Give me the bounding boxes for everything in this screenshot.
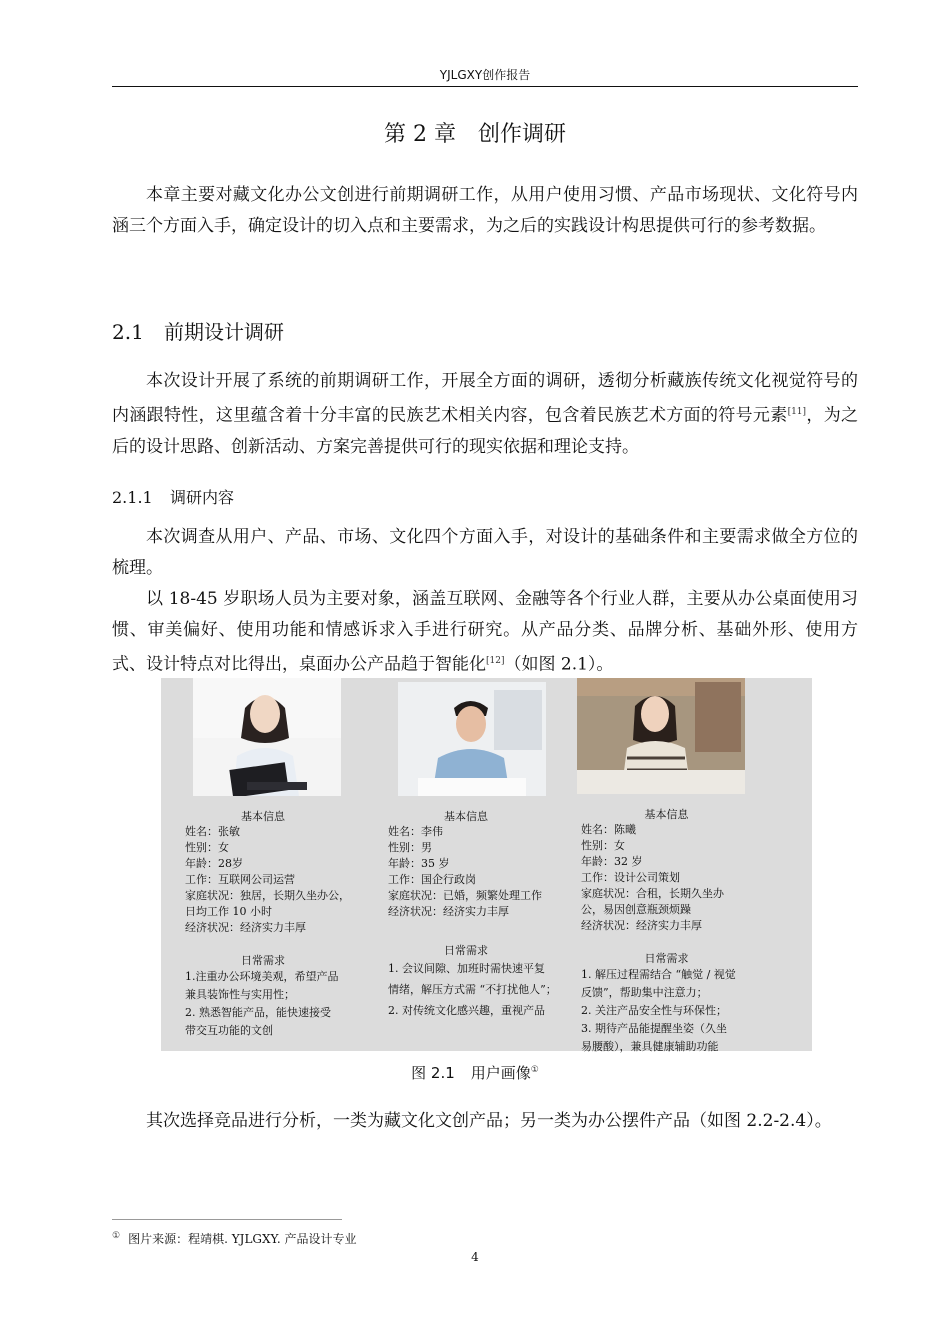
- need-line: 1. 会议间隙、加班时需快速平复: [388, 962, 545, 975]
- info-line: 年龄：32 岁: [581, 855, 643, 868]
- paragraph-1: 本次调查从用户、产品、市场、文化四个方面入手，对设计的基础条件和主要需求做全方位的梳理。: [112, 527, 858, 578]
- chapter-title: 第 2 章 创作调研: [384, 122, 566, 147]
- need-line: 2. 对传统文化感兴趣，重视产品: [388, 1004, 545, 1017]
- daily-needs-heading: 日常需求: [241, 954, 285, 967]
- info-line: 性别：男: [388, 841, 432, 854]
- info-line: 年龄：35 岁: [388, 857, 450, 870]
- section-para-text-end: ，为之后的设计思路、创新活动、方案完善提供可行的现实依据和理论支持。: [112, 405, 859, 457]
- section-heading: [112, 316, 284, 345]
- intro-paragraph: 本章主要对藏文化办公文创进行前期调研工作，从用户使用习惯、产品市场现状、文化符号内涵三个方面入手，确定设计的切入点和主要需求，为之后的实践设计构思提供可行的参考数据。: [112, 185, 858, 236]
- info-line: 公，易因创意瓶颈烦躁: [581, 903, 691, 916]
- caption-number: 图 2.1: [411, 1064, 455, 1082]
- caption-title: 用户画像: [470, 1064, 531, 1082]
- subsection-title: 调研内容: [170, 488, 235, 507]
- need-line: 带交互功能的文创: [185, 1024, 273, 1037]
- info-line: 工作：互联网公司运营: [185, 873, 295, 886]
- subsection-number: 2.1.1: [112, 488, 153, 507]
- header-rule: [112, 86, 858, 87]
- need-line: 2. 熟悉智能产品，能快速接受: [185, 1006, 331, 1019]
- footnote-text: 图片来源：程靖棋. YJLGXY. 产品设计专业: [128, 1232, 357, 1246]
- info-line: 工作：国企行政岗: [388, 873, 476, 886]
- persona-card: [559, 678, 774, 1056]
- section-paragraph: [112, 366, 858, 463]
- info-line: 经济状况：经济实力丰厚: [581, 919, 702, 932]
- info-line: 工作：设计公司策划: [581, 871, 680, 884]
- info-line: 性别：女: [581, 839, 625, 852]
- citation-ref: [11]: [787, 407, 807, 417]
- figure-caption: [0, 1062, 950, 1083]
- info-line: 姓名：陈曦: [581, 823, 636, 836]
- need-line: 兼具装饰性与实用性；: [185, 988, 295, 1001]
- need-line: 2. 关注产品安全性与环保性；: [581, 1004, 727, 1017]
- need-line: 反馈”，帮助集中注意力；: [581, 986, 708, 999]
- daily-needs-heading: 日常需求: [644, 952, 689, 965]
- persona-photo: [193, 678, 341, 796]
- section-number: 2.1: [112, 320, 144, 344]
- info-line: 日均工作 10 小时: [185, 905, 272, 918]
- basic-info-heading: 基本信息: [444, 810, 488, 823]
- need-line: 1. 解压过程需结合 “触觉 / 视觉: [581, 968, 736, 981]
- info-line: 家庭状况：独居，长期久坐办公，: [185, 889, 350, 902]
- section-title: 前期设计调研: [164, 320, 284, 344]
- user-persona-figure: [161, 678, 812, 1051]
- daily-needs-heading: 日常需求: [444, 944, 488, 957]
- footnote-mark: ①: [112, 1231, 121, 1241]
- info-line: 家庭状况：已婚，频繁处理工作: [388, 889, 542, 902]
- need-line: 3. 期待产品能提醒坐姿（久坐: [581, 1022, 727, 1035]
- basic-info-heading: 基本信息: [241, 810, 285, 823]
- info-line: 性别：女: [185, 841, 229, 854]
- info-line: 姓名：李伟: [388, 825, 443, 838]
- info-line: 姓名：张敏: [185, 825, 240, 838]
- info-line: 经济状况：经济实力丰厚: [185, 921, 306, 934]
- persona-photo: [398, 682, 546, 796]
- info-line: 经济状况：经济实力丰厚: [388, 905, 509, 918]
- citation-ref: [12]: [486, 656, 505, 666]
- subsection-heading: [112, 485, 234, 508]
- paragraph-2-text-end: （如图 2.1）。: [504, 654, 614, 675]
- paragraph-2-text: 以 18-45 岁职场人员为主要对象，涵盖互联网、金融等各个行业人群，主要从办公桌面使用习惯、审美偏好、使用功能和情感诉求入手进行研究。从产品分类、品牌分析、基础外形、使用方式、设计特点对比得出，桌面办公产品趋于智能化: [112, 589, 858, 675]
- section-para-text: 本次设计开展了系统的前期调研工作，开展全方面的调研，透彻分析藏族传统文化视觉符号的内涵跟特性，这里蕴含着十分丰富的民族艺术相关内容，包含着民族艺术方面的符号元素: [112, 371, 858, 426]
- need-line: 易腰酸），兼具健康辅助功能: [581, 1040, 719, 1053]
- info-line: 家庭状况：合租，长期久坐办: [581, 887, 724, 900]
- running-header: YJLGXY创作报告: [439, 68, 531, 82]
- persona-card: [366, 678, 566, 1021]
- footnote-mark: ①: [530, 1065, 539, 1075]
- footnote: [112, 1230, 357, 1247]
- need-line: 1.注重办公环境美观，希望产品: [185, 970, 339, 983]
- need-line: 情绪，解压方式需 “不打扰他人”；: [388, 983, 557, 996]
- persona-card: [163, 678, 363, 1040]
- basic-info-heading: 基本信息: [644, 808, 689, 821]
- paragraph-3: 其次选择竞品进行分析，一类为藏文化文创产品；另一类为办公摆件产品（如图 2.2-2.4）。: [146, 1111, 832, 1131]
- info-line: 年龄：28岁: [185, 857, 243, 870]
- paragraph-2: [112, 584, 858, 681]
- footnote-rule: [112, 1219, 342, 1220]
- page-number: 4: [471, 1250, 479, 1264]
- persona-photo: [577, 678, 745, 794]
